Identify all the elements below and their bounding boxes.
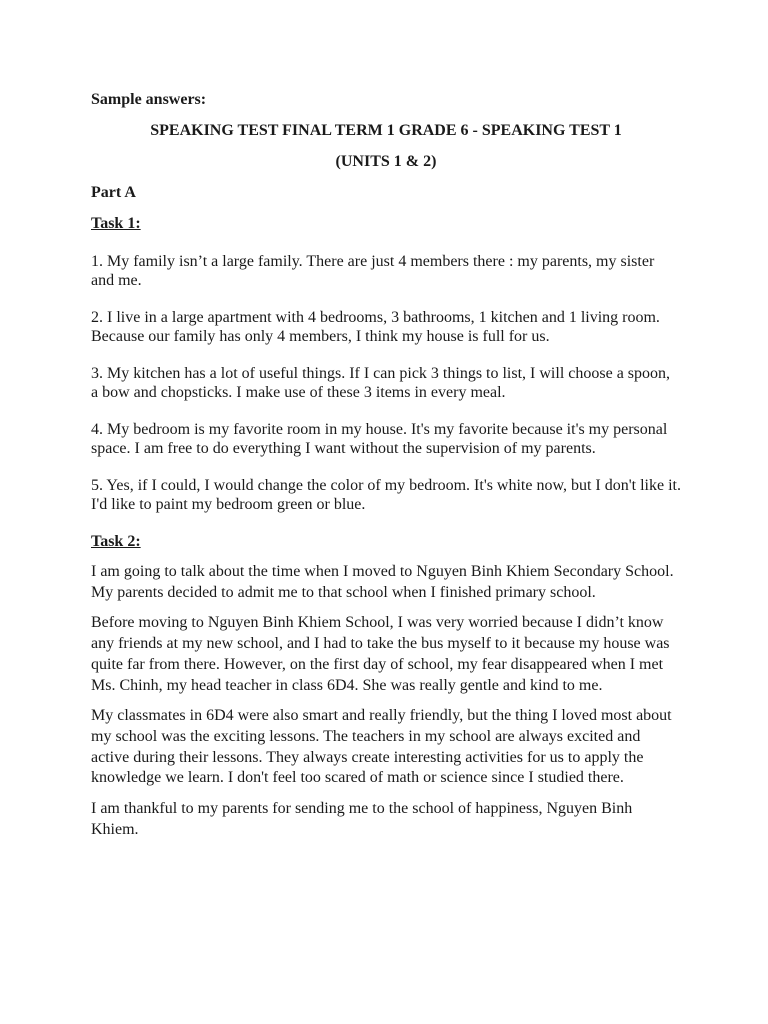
sample-answers-label: Sample answers: [91,91,207,108]
task1-answer-5: 5. Yes, if I could, I would change the color of my bedroom. It's white now, but I don't like it. I'd like to paint my bedroom green or blue. [91,477,681,513]
task2-paragraph-2: Before moving to Nguyen Binh Khiem School, I was very worried because I didn’t know any friends at my new school, and I had to take the bus myself to it because my house was quite far from there. However, on the first day of school, my fear disappeared when I met Ms. Chinh, my head teacher in class 6D4. She was really gentle and kind to me. [91,614,670,694]
task1-heading: Task 1: [91,215,141,232]
document-title: SPEAKING TEST FINAL TERM 1 GRADE 6 - SPEAKING TEST 1 [150,122,622,139]
task1-answer-2: 2. I live in a large apartment with 4 bedrooms, 3 bathrooms, 1 kitchen and 1 living room. Because our family has only 4 members, I think my house is full for us. [91,309,660,345]
task1-answer-1: 1. My family isn’t a large family. There are just 4 members there : my parents, my sister and me. [91,253,655,289]
task2-paragraph-3: My classmates in 6D4 were also smart and really friendly, but the thing I loved most about my school was the exciting lessons. The teachers in my school are always excited and active during their lessons. They always create interesting activities for us to apply the knowledge we learn. I don't feel too scared of math or science since I studied there. [91,707,672,787]
task1-answer-3: 3. My kitchen has a lot of useful things. If I can pick 3 things to list, I will choose a spoon, a bow and chopsticks. I make use of these 3 items in every meal. [91,365,671,401]
task2-paragraph-4: I am thankful to my parents for sending me to the school of happiness, Nguyen Binh Khiem. [91,800,633,838]
task1-answer-4: 4. My bedroom is my favorite room in my house. It's my favorite because it's my personal space. I am free to do everything I want without the supervision of my parents. [91,421,668,457]
document-subtitle: (UNITS 1 & 2) [335,153,437,170]
task2-heading: Task 2: [91,533,141,550]
part-a-heading: Part A [91,184,136,201]
task2-paragraph-1: I am going to talk about the time when I moved to Nguyen Binh Khiem Secondary School. My parents decided to admit me to that school when I finished primary school. [91,563,674,601]
document-page [91,90,681,840]
